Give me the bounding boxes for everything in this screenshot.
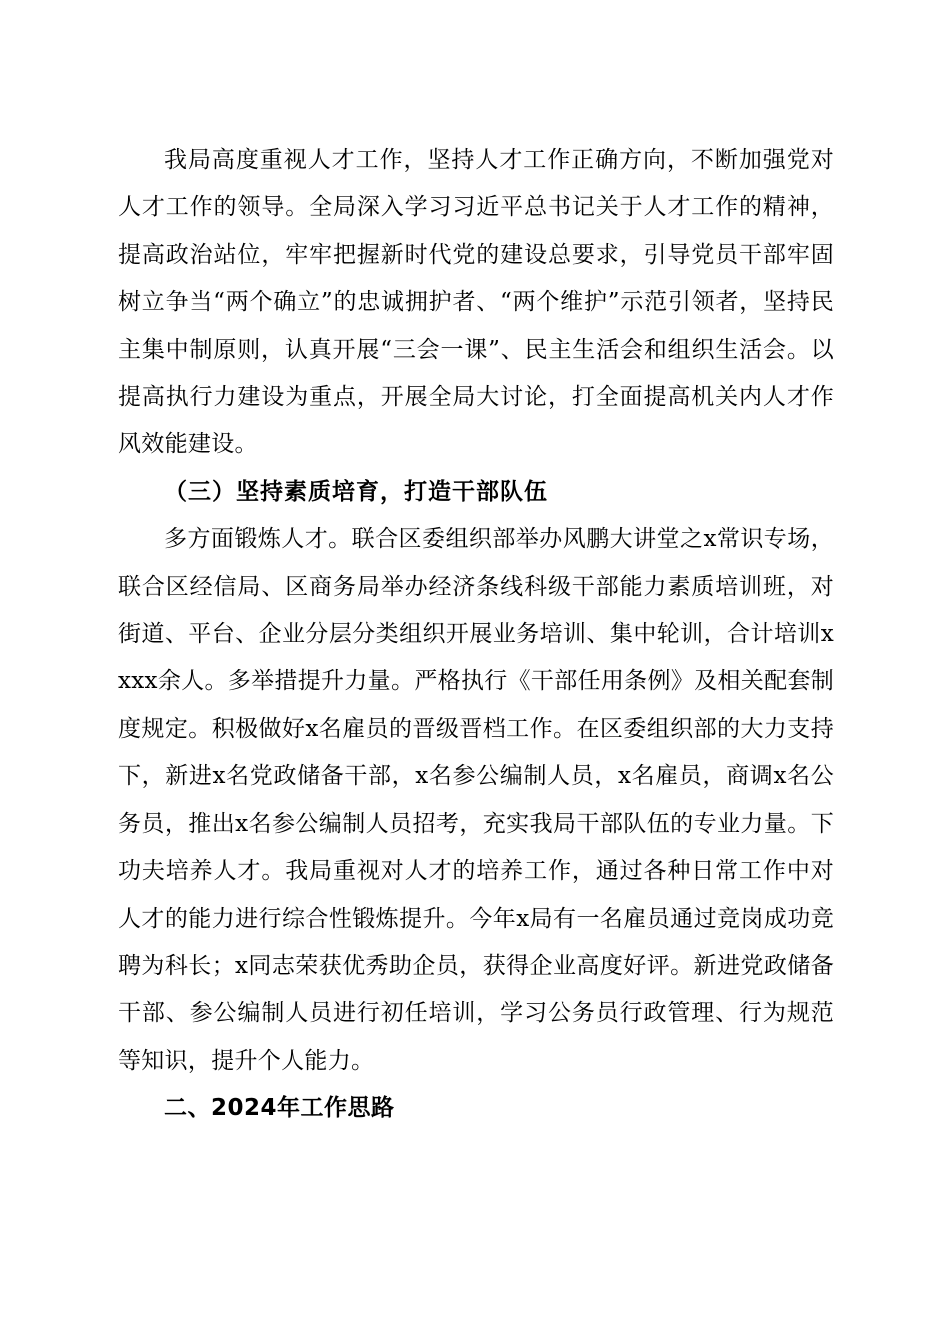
section-heading-cadre-training: （三）坚持素质培育，打造干部队伍 <box>164 478 548 505</box>
paragraph-party-leadership: 我局高度重视人才工作，坚持人才工作正确方向，不断加强党对人才工作的领导。全局深入学习习近平总书记关于人才工作的精神，提高政治站位，牢牢把握新时代党的建设总要求，引导党员干部牢固树立争当“两个确立”的忠诚拥护者、“两个维护”示范引领者，坚持民主集中制原则，认真开展“三会一课”、民主生活会和组织生活会。以提高执行力建设为重点，开展全局大讨论，打全面提高机关内人才作风效能建设。 <box>118 147 834 458</box>
section-heading-work-plan: 二、2024年工作思路 <box>164 1095 395 1122</box>
paragraph-talent-training: 多方面锻炼人才。联合区委组织部举办风鹏大讲堂之x常识专场，联合区经信局、区商务局举办经济条线科级干部能力素质培训班，对街道、平台、企业分层分类组织开展业务培训、集中轮训，合计培训xxxx余人。多举措提升力量。严格执行《干部任用条例》及相关配套制度规定。积极做好x名雇员的晋级晋档工作。在区委组织部的大力支持下，新进x名党政储备干部，x名参公编制人员，x名雇员，商调x名公务员，推出x名参公编制人员招考，充实我局干部队伍的专业力量。下功夫培养人才。我局重视对人才的培养工作，通过各种日常工作中对人才的能力进行综合性锻炼提升。今年x局有一名雇员通过竞岗成功竞聘为科长；x同志荣获优秀助企员，获得企业高度好评。新进党政储备干部、参公编制人员进行初任培训，学习公务员行政管理、行为规范等知识，提升个人能力。 <box>118 526 834 1074</box>
document-body <box>118 137 834 1133</box>
